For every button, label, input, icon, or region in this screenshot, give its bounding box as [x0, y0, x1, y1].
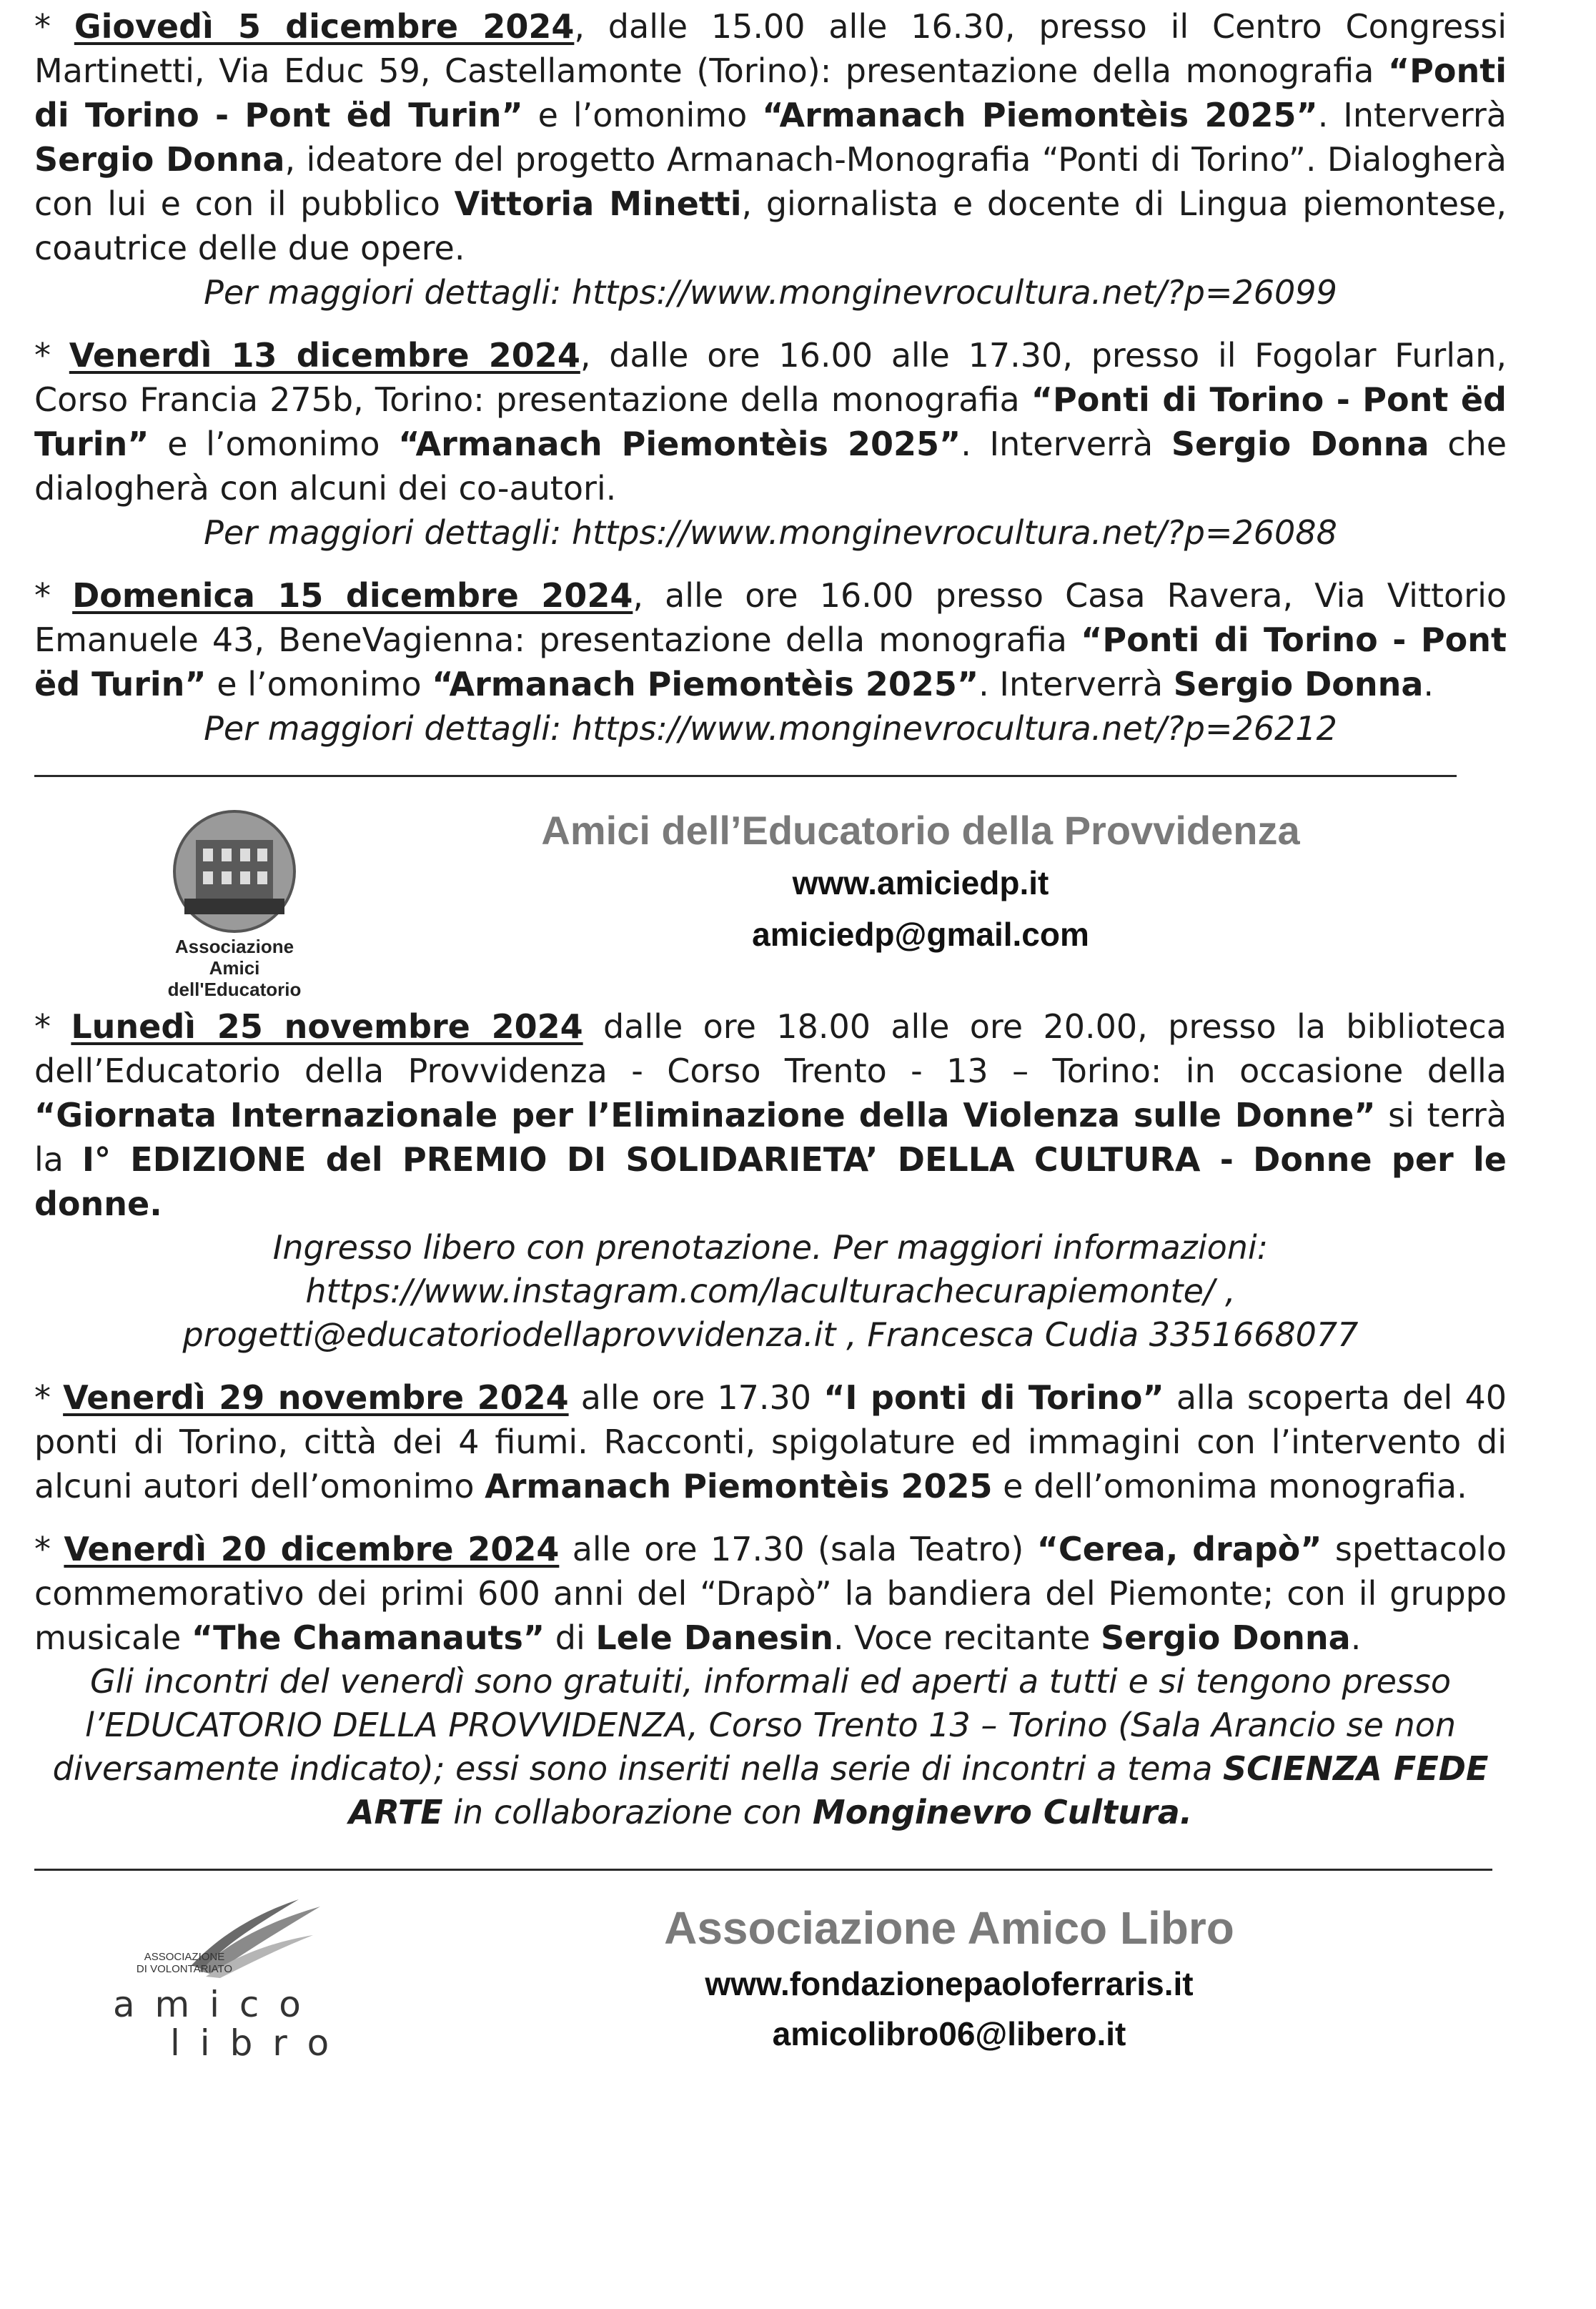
event-paragraph: * Venerdì 13 dicembre 2024, dalle ore 16.00 alle 17.30, presso il Fogolar Furlan, Corso Francia 275b, Torino: presentazione della monografia “Ponti di Torino - Pont ëd Turin” e l’omonimo “Armanach Piemontèis 2025”. Interverrà Sergio Donna che dialogherà con alcuni dei co-autori.	[34, 336, 1507, 508]
details-link[interactable]: Per maggiori dettagli: https://www.monginevrocultura.net/?p=26099	[204, 273, 1337, 312]
event-paragraph: * Venerdì 29 novembre 2024 alle ore 17.30 “I ponti di Torino” alla scoperta del 40 ponti di Torino, città dei 4 fiumi. Racconti, spigolature ed immagini con l’intervento di alcuni autori dell’omonimo Armanach Piemontèis 2025 e dell’omonima monografia.	[34, 1378, 1507, 1505]
page	[34, 4, 1507, 2078]
event-paragraph: * Giovedì 5 dicembre 2024, dalle 15.00 alle 16.30, presso il Centro Congressi Martinetti, Via Educ 59, Castellamonte (Torino): presentazione della monografia “Ponti di Torino - Pont ëd Turin” e l’omonimo “Armanach Piemontèis 2025”. Interverrà Sergio Donna, ideatore del progetto Armanach-Monografia “Ponti di Torino”. Dialogherà con lui e con il pubblico Vittoria Minetti, giornalista e docente di Lingua piemontese, coautrice delle due opere.	[34, 7, 1507, 267]
org-website[interactable]: www.fondazionepaoloferraris.it	[705, 1965, 1194, 2002]
org-title: Amici dell’Educatorio della Provvidenza	[541, 808, 1300, 853]
event-paragraph: * Domenica 15 dicembre 2024, alle ore 16.00 presso Casa Ravera, Via Vittorio Emanuele 43, BeneVagienna: presentazione della monografia “Ponti di Torino - Pont ëd Turin” e l’omonimo “Armanach Piemontèis 2025”. Interverrà Sergio Donna.	[34, 576, 1507, 703]
amico-libro-logo: ASSOCIAZIONE DI VOLONTARIATO a m i c o l i b r o	[77, 1899, 377, 2071]
event-date: Giovedì 5 dicembre 2024	[74, 7, 575, 46]
details-link[interactable]: Per maggiori dettagli: https://www.monginevrocultura.net/?p=26212	[204, 709, 1337, 748]
org-email[interactable]: amicolibro06@libero.it	[772, 2015, 1126, 2052]
logo-word-amico: a m i c o	[113, 1984, 305, 2025]
amici-logo: Associazione Amici dell'Educatorio	[134, 806, 334, 999]
details-link[interactable]: Per maggiori dettagli: https://www.monginevrocultura.net/?p=26088	[204, 513, 1337, 552]
series-note: Gli incontri del venerdì sono gratuiti, informali ed aperti a tutti e si tengono presso l’EDUCATORIO DELLA PROVVIDENZA, Corso Trento 13 – Torino (Sala Arancio se non diversamente indicato); essi sono inseriti nella serie di incontri a tema SCIENZA FEDE ARTE in collaborazione con Monginevro Cultura.	[52, 1662, 1489, 1831]
org-header-amico-libro	[34, 1871, 1507, 2078]
event-date: Venerdì 20 dicembre 2024	[64, 1530, 560, 1568]
logo-word-libro: l i b r o	[170, 2022, 334, 2064]
org-website[interactable]: www.amiciedp.it	[792, 864, 1049, 901]
instagram-link[interactable]: https://www.instagram.com/laculturachecurapiemonte/ ,	[305, 1272, 1236, 1310]
event-date: Venerdì 13 dicembre 2024	[69, 336, 580, 375]
contact-line: progetti@educatoriodellaprovvidenza.it , Francesca Cudia 3351668077	[182, 1315, 1359, 1354]
event-paragraph: * Lunedì 25 novembre 2024 dalle ore 18.00 alle ore 20.00, presso la biblioteca dell’Educatorio della Provvidenza - Corso Trento - 13 – Torino: in occasione della “Giornata Internazionale per l’Eliminazione della Violenza sulle Donne” si terrà la I° EDIZIONE del PREMIO DI SOLIDARIETA’ DELLA CULTURA - Donne per le donne.	[34, 1007, 1507, 1223]
org-email[interactable]: amiciedp@gmail.com	[752, 916, 1089, 953]
event-date: Domenica 15 dicembre 2024	[72, 576, 633, 615]
event-date: Lunedì 25 novembre 2024	[71, 1007, 583, 1046]
event-date: Venerdì 29 novembre 2024	[63, 1378, 569, 1417]
info-line: Ingresso libero con prenotazione. Per maggiori informazioni:	[272, 1228, 1269, 1267]
event-paragraph: * Venerdì 20 dicembre 2024 alle ore 17.30 (sala Teatro) “Cerea, drapò” spettacolo commemorativo dei primi 600 anni del “Drapò” la bandiera del Piemonte; con il gruppo musicale “The Chamanauts” di Lele Danesin. Voce recitante Sergio Donna.	[34, 1530, 1507, 1657]
org-title: Associazione Amico Libro	[664, 1902, 1234, 1954]
org-header-amici	[34, 777, 1507, 1004]
